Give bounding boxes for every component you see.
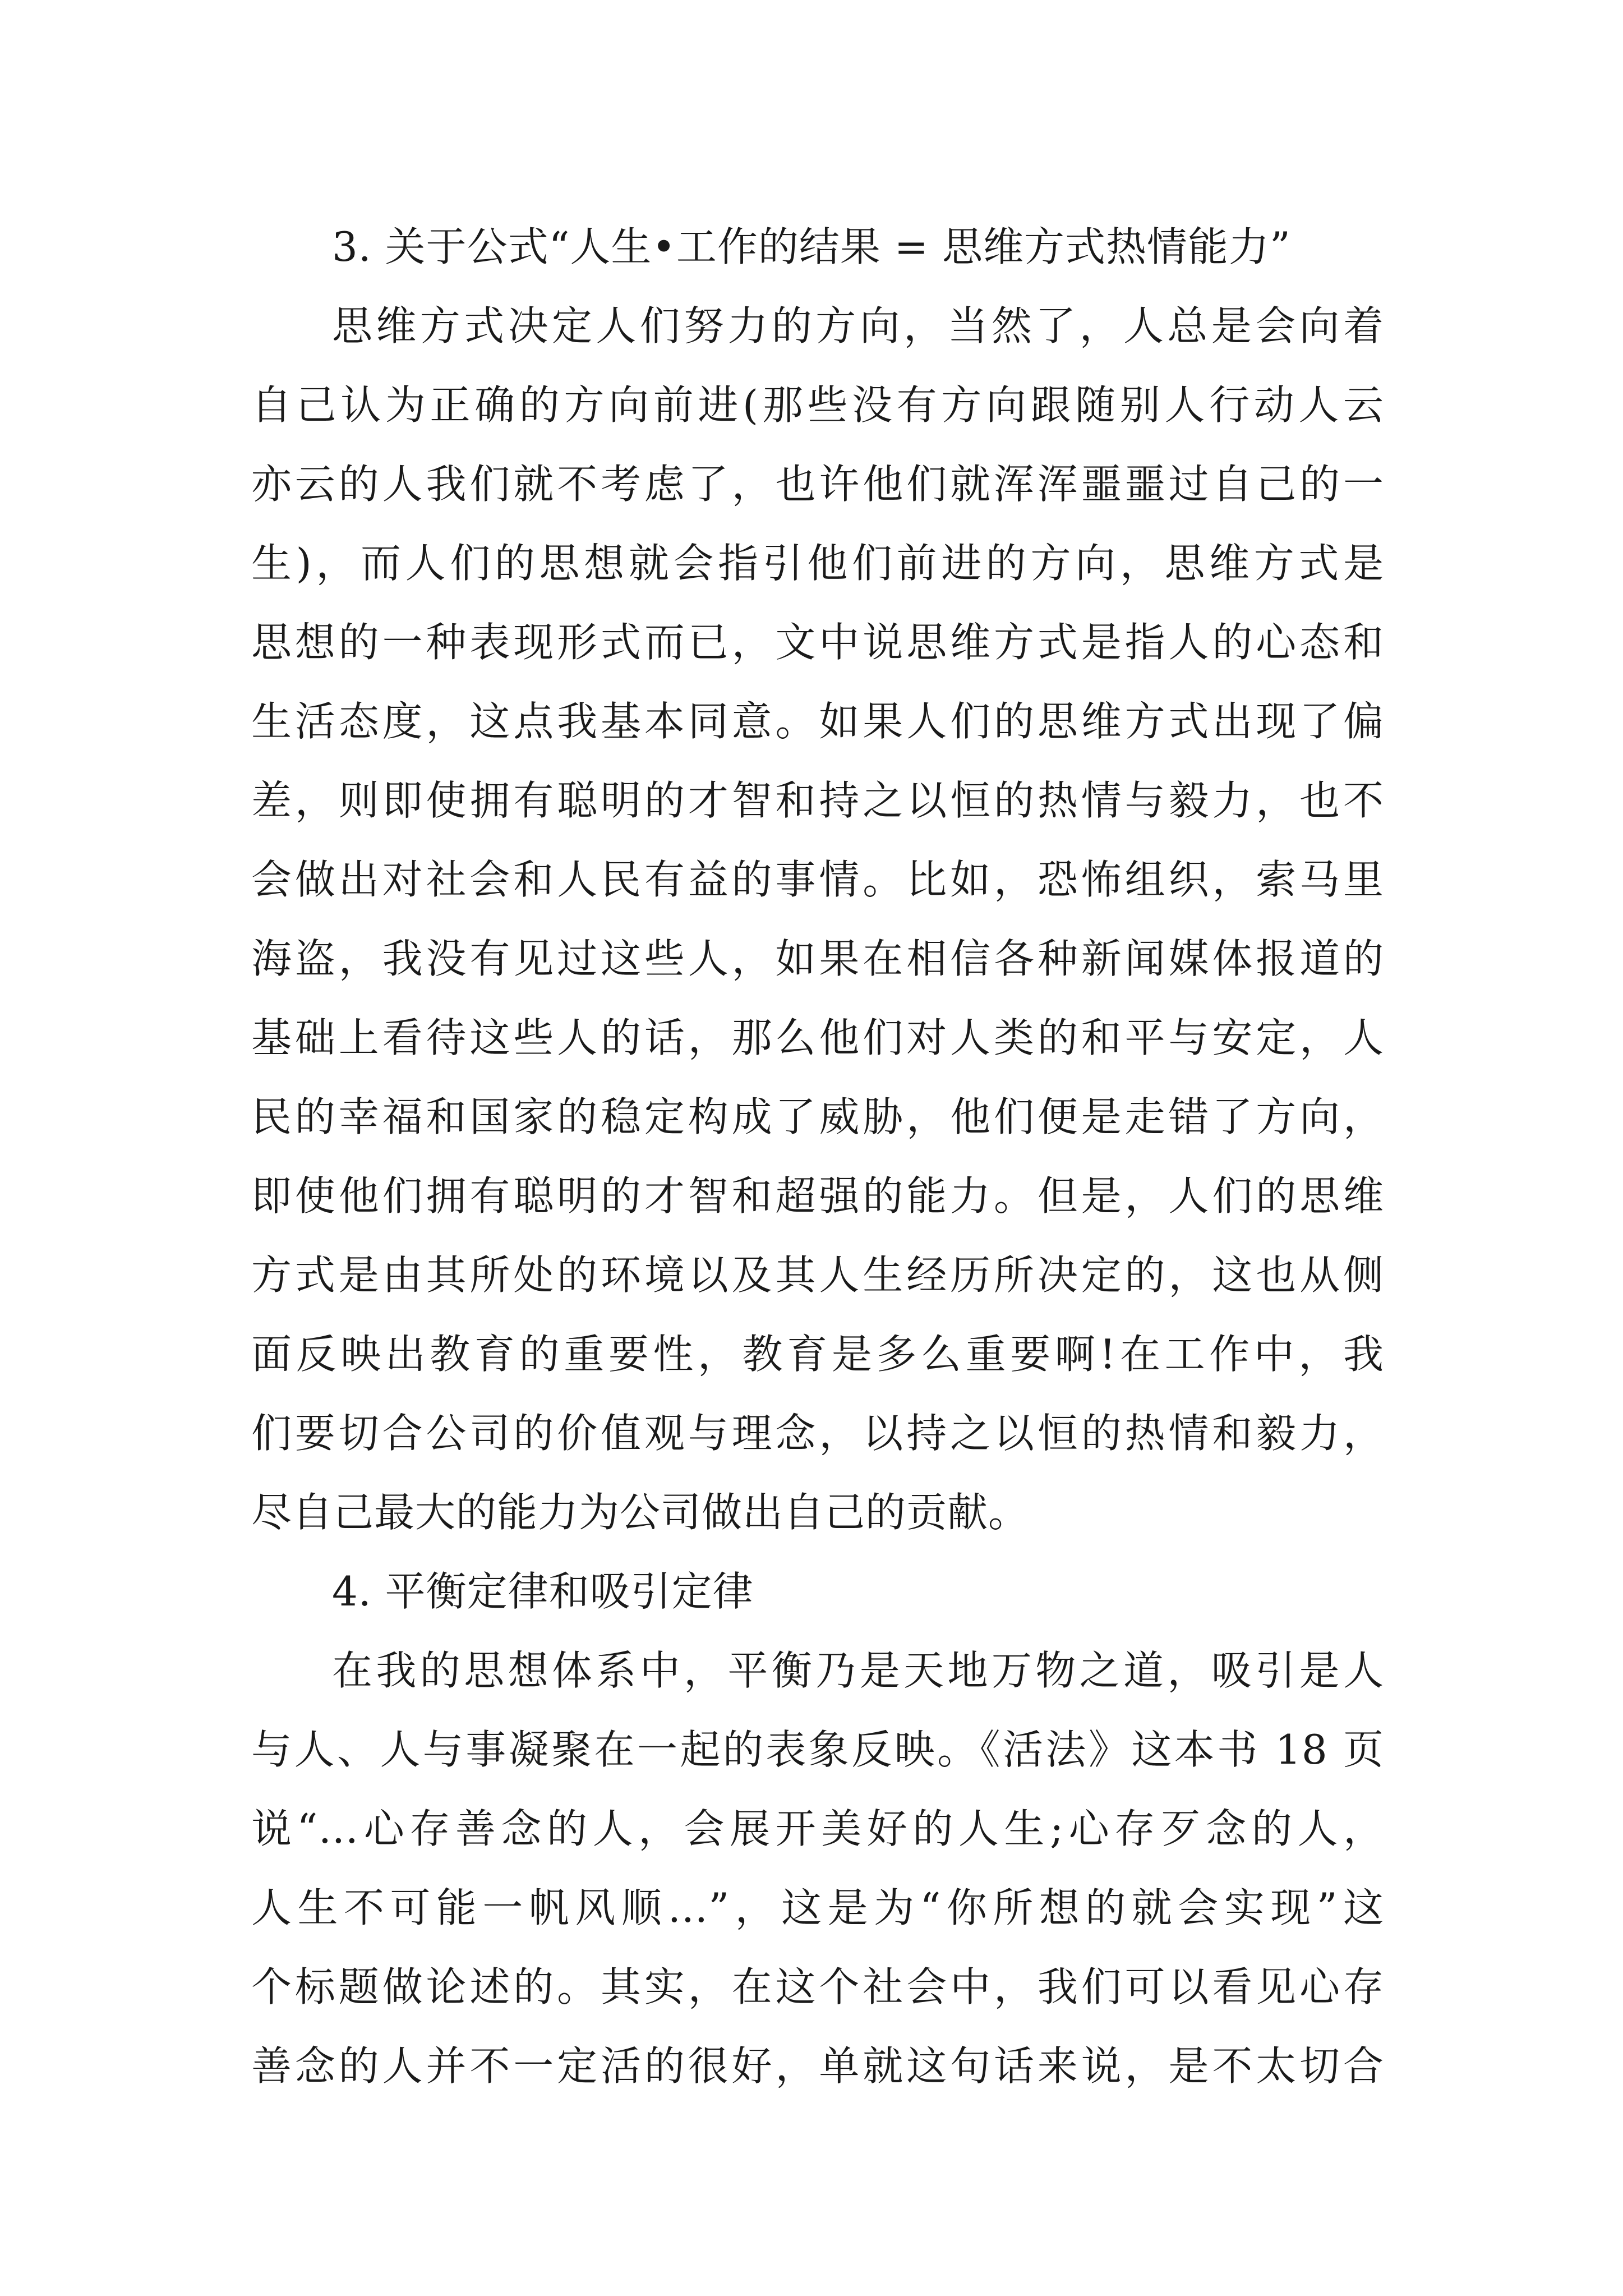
paragraph-line: 们要切合公司的价值观与理念，以持之以恒的热情和毅力， [251, 1410, 1384, 1457]
section-heading-4: 4. 平衡定律和吸引定律 [332, 1568, 754, 1615]
paragraph-line: 说“…心存善念的人，会展开美好的人生;心存歹念的人， [251, 1805, 1384, 1852]
paragraph-line: 生活态度，这点我基本同意。如果人们的思维方式出现了偏 [251, 698, 1384, 745]
paragraph-line: 思想的一种表现形式而已，文中说思维方式是指人的心态和 [251, 619, 1384, 666]
section-heading-3: 3. 关于公式“人生•工作的结果 = 思维方式热情能力” [332, 223, 1291, 270]
paragraph-line: 基础上看待这些人的话，那么他们对人类的和平与安定，人 [251, 1014, 1384, 1061]
paragraph-line: 亦云的人我们就不考虑了，也许他们就浑浑噩噩过自己的一 [251, 461, 1384, 508]
document-body [251, 208, 1384, 2106]
paragraph-line: 尽自己最大的能力为公司做出自己的贡献。 [251, 1489, 1030, 1536]
paragraph-line: 在我的思想体系中，平衡乃是天地万物之道，吸引是人 [332, 1647, 1384, 1694]
paragraph-line: 善念的人并不一定活的很好，单就这句话来说，是不太切合 [251, 2042, 1384, 2090]
paragraph-line: 与人、人与事凝聚在一起的表象反映。《活法》这本书 18 页 [251, 1726, 1384, 1773]
paragraph-line: 个标题做论述的。其实，在这个社会中，我们可以看见心存 [251, 1963, 1384, 2010]
paragraph-line: 会做出对社会和人民有益的事情。比如，恐怖组织，索马里 [251, 856, 1384, 903]
paragraph-line: 方式是由其所处的环境以及其人生经历所决定的，这也从侧 [251, 1251, 1384, 1299]
paragraph-line: 差，则即使拥有聪明的才智和持之以恒的热情与毅力，也不 [251, 777, 1384, 824]
paragraph-line: 思维方式决定人们努力的方向，当然了，人总是会向着 [332, 302, 1384, 349]
paragraph-line: 面反映出教育的重要性，教育是多么重要啊!在工作中，我 [251, 1331, 1384, 1378]
paragraph-line: 生)，而人们的思想就会指引他们前进的方向，思维方式是 [251, 540, 1384, 587]
paragraph-line: 自己认为正确的方向前进(那些没有方向跟随别人行动人云 [251, 381, 1384, 429]
paragraph-line: 人生不可能一帆风顺…”，这是为“你所想的就会实现”这 [251, 1884, 1384, 1931]
paragraph-line: 海盗，我没有见过这些人，如果在相信各种新闻媒体报道的 [251, 935, 1384, 982]
paragraph-line: 民的幸福和国家的稳定构成了威胁，他们便是走错了方向， [251, 1093, 1384, 1140]
paragraph-line: 即使他们拥有聪明的才智和超强的能力。但是，人们的思维 [251, 1172, 1384, 1220]
